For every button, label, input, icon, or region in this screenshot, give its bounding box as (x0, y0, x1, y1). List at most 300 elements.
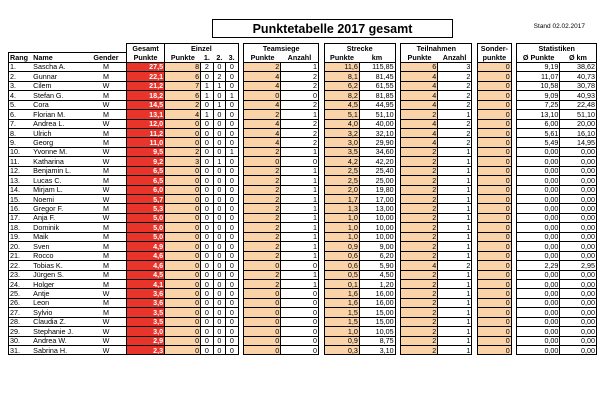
einzel-punkte-cell: 2 (165, 147, 201, 156)
name-cell: Tobias K. (32, 261, 86, 270)
gesamt-punkte-cell: 3,6 (127, 298, 165, 307)
team-punkte-cell: 4 (244, 138, 281, 147)
name-cell: Cilem (32, 81, 86, 90)
avg-km-cell: 0,00 (560, 298, 597, 307)
rang-cell: 26. (9, 298, 33, 307)
name-cell: Claudia Z. (32, 317, 86, 326)
teiln-anzahl-cell: 2 (438, 119, 472, 128)
sonderpunkte-cell: 0 (478, 128, 512, 137)
teiln-punkte-cell: 4 (401, 100, 438, 109)
einzel-punkte-cell: 0 (165, 223, 201, 232)
table-row (9, 128, 597, 137)
sonderpunkte-cell: 0 (478, 176, 512, 185)
einzel-1-cell: 0 (201, 270, 214, 279)
teiln-anzahl-cell: 1 (438, 298, 472, 307)
gesamt-punkte-cell: 5,7 (127, 195, 165, 204)
einzel-2-cell: 0 (213, 185, 226, 194)
einzel-3-cell: 0 (226, 270, 239, 279)
einzel-punkte-cell: 0 (165, 346, 201, 355)
teiln-anzahl-cell: 1 (438, 289, 472, 298)
gesamt-punkte-cell: 6,5 (127, 166, 165, 175)
einzel-punkte-cell: 0 (165, 138, 201, 147)
header-strecke: Strecke (324, 44, 395, 53)
team-punkte-cell: 4 (244, 72, 281, 81)
sonderpunkte-cell: 0 (478, 346, 512, 355)
avg-punkte-cell: 0,00 (517, 336, 560, 345)
einzel-3-cell: 0 (226, 81, 239, 90)
team-anzahl-cell: 1 (281, 251, 319, 260)
einzel-punkte-cell: 8 (165, 62, 201, 71)
strecke-km-cell: 81,85 (359, 91, 395, 100)
strecke-punkte-cell: 0,6 (324, 261, 359, 270)
strecke-km-cell: 32,10 (359, 128, 395, 137)
table-row (9, 213, 597, 222)
einzel-3-cell: 0 (226, 195, 239, 204)
einzel-2-cell: 0 (213, 251, 226, 260)
einzel-3-cell: 0 (226, 185, 239, 194)
einzel-2-cell: 0 (213, 166, 226, 175)
team-anzahl-cell: 0 (281, 336, 319, 345)
einzel-2-cell: 2 (213, 72, 226, 81)
strecke-km-cell: 25,40 (359, 166, 395, 175)
gender-cell: M (86, 91, 127, 100)
einzel-punkte-cell: 6 (165, 72, 201, 81)
header-strecke-punkte: Punkte (324, 53, 359, 62)
team-punkte-cell: 2 (244, 223, 281, 232)
gesamt-punkte-cell: 6,0 (127, 185, 165, 194)
gesamt-punkte-cell: 3,5 (127, 317, 165, 326)
einzel-2-cell: 0 (213, 62, 226, 71)
name-cell: Sascha A. (32, 62, 86, 71)
einzel-2-cell: 0 (213, 346, 226, 355)
gesamt-punkte-cell: 14,5 (127, 100, 165, 109)
avg-km-cell: 0,00 (560, 176, 597, 185)
strecke-km-cell: 34,60 (359, 147, 395, 156)
table-row (9, 223, 597, 232)
teiln-punkte-cell: 2 (401, 279, 438, 288)
einzel-3-cell: 0 (226, 336, 239, 345)
einzel-1-cell: 0 (201, 298, 214, 307)
table-row (9, 308, 597, 317)
sonderpunkte-cell: 0 (478, 270, 512, 279)
team-punkte-cell: 2 (244, 204, 281, 213)
table-row (9, 270, 597, 279)
einzel-1-cell: 1 (201, 81, 214, 90)
header-teilnahmen: Teilnahmen (401, 44, 472, 53)
teiln-punkte-cell: 2 (401, 223, 438, 232)
teiln-anzahl-cell: 1 (438, 110, 472, 119)
teiln-anzahl-cell: 1 (438, 195, 472, 204)
team-punkte-cell: 2 (244, 62, 281, 71)
gender-cell: W (86, 100, 127, 109)
team-punkte-cell: 0 (244, 336, 281, 345)
einzel-punkte-cell: 0 (165, 213, 201, 222)
einzel-punkte-cell: 0 (165, 242, 201, 251)
einzel-punkte-cell: 0 (165, 185, 201, 194)
teiln-punkte-cell: 2 (401, 242, 438, 251)
avg-km-cell: 51,10 (560, 110, 597, 119)
rang-cell: 24. (9, 279, 33, 288)
team-punkte-cell: 2 (244, 176, 281, 185)
teiln-punkte-cell: 2 (401, 195, 438, 204)
team-anzahl-cell: 0 (281, 261, 319, 270)
sonderpunkte-cell: 0 (478, 242, 512, 251)
header-team-punkte: Punkte (244, 53, 281, 62)
teiln-punkte-cell: 6 (401, 62, 438, 71)
rang-cell: 7. (9, 119, 33, 128)
team-anzahl-cell: 1 (281, 166, 319, 175)
einzel-2-cell: 0 (213, 213, 226, 222)
rang-cell: 11. (9, 157, 33, 166)
team-punkte-cell: 4 (244, 128, 281, 137)
einzel-3-cell: 0 (226, 204, 239, 213)
name-cell: Noemi (32, 195, 86, 204)
teiln-anzahl-cell: 2 (438, 91, 472, 100)
avg-punkte-cell: 0,00 (517, 185, 560, 194)
gender-cell: W (86, 336, 127, 345)
table-row (9, 185, 597, 194)
avg-punkte-cell: 10,58 (517, 81, 560, 90)
name-cell: Georg (32, 138, 86, 147)
teiln-anzahl-cell: 2 (438, 81, 472, 90)
teiln-anzahl-cell: 1 (438, 185, 472, 194)
sonderpunkte-cell: 0 (478, 119, 512, 128)
einzel-3-cell: 0 (226, 166, 239, 175)
strecke-punkte-cell: 2,5 (324, 166, 359, 175)
teiln-anzahl-cell: 1 (438, 242, 472, 251)
rang-cell: 12. (9, 166, 33, 175)
teiln-punkte-cell: 2 (401, 232, 438, 241)
strecke-punkte-cell: 0,9 (324, 336, 359, 345)
rang-cell: 3. (9, 81, 33, 90)
einzel-2-cell: 0 (213, 289, 226, 298)
strecke-punkte-cell: 0,9 (324, 242, 359, 251)
einzel-3-cell: 0 (226, 138, 239, 147)
einzel-3-cell: 0 (226, 317, 239, 326)
strecke-punkte-cell: 4,5 (324, 100, 359, 109)
name-cell: Leon (32, 298, 86, 307)
gender-cell: M (86, 223, 127, 232)
name-cell: Lucas C. (32, 176, 86, 185)
avg-km-cell: 0,00 (560, 204, 597, 213)
einzel-1-cell: 0 (201, 185, 214, 194)
avg-km-cell: 0,00 (560, 317, 597, 326)
gender-cell: W (86, 327, 127, 336)
team-anzahl-cell: 1 (281, 223, 319, 232)
gesamt-punkte-cell: 13,1 (127, 110, 165, 119)
gesamt-punkte-cell: 4,6 (127, 251, 165, 260)
avg-km-cell: 38,62 (560, 62, 597, 71)
avg-punkte-cell: 5,49 (517, 138, 560, 147)
einzel-3-cell: 0 (226, 261, 239, 270)
teiln-punkte-cell: 2 (401, 336, 438, 345)
gesamt-punkte-cell: 5,0 (127, 213, 165, 222)
strecke-punkte-cell: 8,1 (324, 72, 359, 81)
sonderpunkte-cell: 0 (478, 110, 512, 119)
einzel-punkte-cell: 2 (165, 100, 201, 109)
sonderpunkte-cell: 0 (478, 298, 512, 307)
name-cell: Katharina (32, 157, 86, 166)
rang-cell: 9. (9, 138, 33, 147)
team-punkte-cell: 0 (244, 308, 281, 317)
strecke-punkte-cell: 2,0 (324, 185, 359, 194)
table-row (9, 261, 597, 270)
gender-cell: M (86, 298, 127, 307)
avg-km-cell: 0,00 (560, 195, 597, 204)
teiln-punkte-cell: 2 (401, 166, 438, 175)
team-punkte-cell: 0 (244, 289, 281, 298)
strecke-km-cell: 51,10 (359, 110, 395, 119)
team-anzahl-cell: 1 (281, 185, 319, 194)
avg-punkte-cell: 7,25 (517, 100, 560, 109)
rang-cell: 5. (9, 100, 33, 109)
team-anzahl-cell: 0 (281, 157, 319, 166)
table-row (9, 346, 597, 355)
teiln-anzahl-cell: 1 (438, 279, 472, 288)
strecke-punkte-cell: 3,5 (324, 147, 359, 156)
einzel-1-cell: 0 (201, 100, 214, 109)
sonderpunkte-cell: 0 (478, 317, 512, 326)
team-punkte-cell: 0 (244, 346, 281, 355)
team-anzahl-cell: 1 (281, 147, 319, 156)
strecke-punkte-cell: 0,6 (324, 251, 359, 260)
header-punkte: Punkte (127, 53, 165, 62)
name-cell: Andrea L. (32, 119, 86, 128)
einzel-3-cell: 0 (226, 251, 239, 260)
strecke-km-cell: 15,00 (359, 308, 395, 317)
strecke-punkte-cell: 4,2 (324, 157, 359, 166)
gender-cell: M (86, 308, 127, 317)
strecke-km-cell: 6,20 (359, 251, 395, 260)
einzel-3-cell: 0 (226, 72, 239, 81)
einzel-2-cell: 0 (213, 308, 226, 317)
sonderpunkte-cell: 0 (478, 279, 512, 288)
avg-punkte-cell: 0,00 (517, 223, 560, 232)
avg-km-cell: 0,00 (560, 279, 597, 288)
name-cell: Dominik (32, 223, 86, 232)
team-punkte-cell: 2 (244, 232, 281, 241)
einzel-2-cell: 0 (213, 336, 226, 345)
avg-km-cell: 14,95 (560, 138, 597, 147)
table-row (9, 242, 597, 251)
strecke-km-cell: 10,00 (359, 232, 395, 241)
gesamt-punkte-cell: 5,0 (127, 232, 165, 241)
sonderpunkte-cell: 0 (478, 232, 512, 241)
team-punkte-cell: 2 (244, 270, 281, 279)
team-punkte-cell: 0 (244, 261, 281, 270)
teiln-anzahl-cell: 1 (438, 223, 472, 232)
einzel-punkte-cell: 0 (165, 119, 201, 128)
gesamt-punkte-cell: 11,0 (127, 138, 165, 147)
einzel-2-cell: 0 (213, 223, 226, 232)
header-gesamt: Gesamt (127, 44, 165, 53)
gesamt-punkte-cell: 12,0 (127, 119, 165, 128)
gesamt-punkte-cell: 3,6 (127, 289, 165, 298)
teiln-punkte-cell: 2 (401, 157, 438, 166)
header-sonderpunkte: punkte (478, 53, 512, 62)
gender-cell: W (86, 119, 127, 128)
avg-punkte-cell: 0,00 (517, 289, 560, 298)
header-strecke-km: km (359, 53, 395, 62)
sonderpunkte-cell: 0 (478, 289, 512, 298)
strecke-km-cell: 29,90 (359, 138, 395, 147)
sonderpunkte-cell: 0 (478, 72, 512, 81)
table-row (9, 91, 597, 100)
strecke-punkte-cell: 5,1 (324, 110, 359, 119)
strecke-punkte-cell: 1,0 (324, 327, 359, 336)
name-cell: Cora (32, 100, 86, 109)
strecke-km-cell: 5,90 (359, 261, 395, 270)
avg-km-cell: 30,78 (560, 81, 597, 90)
strecke-km-cell: 4,50 (359, 270, 395, 279)
teiln-anzahl-cell: 1 (438, 157, 472, 166)
einzel-2-cell: 0 (213, 327, 226, 336)
einzel-punkte-cell: 0 (165, 279, 201, 288)
einzel-punkte-cell: 0 (165, 128, 201, 137)
table-row (9, 336, 597, 345)
avg-punkte-cell: 0,00 (517, 157, 560, 166)
einzel-2-cell: 0 (213, 138, 226, 147)
name-cell: Stephanie J. (32, 327, 86, 336)
strecke-punkte-cell: 11,6 (324, 62, 359, 71)
strecke-km-cell: 42,20 (359, 157, 395, 166)
teiln-anzahl-cell: 1 (438, 147, 472, 156)
avg-km-cell: 0,00 (560, 223, 597, 232)
gender-cell: M (86, 261, 127, 270)
avg-punkte-cell: 2,29 (517, 261, 560, 270)
avg-punkte-cell: 0,00 (517, 279, 560, 288)
einzel-3-cell: 0 (226, 62, 239, 71)
gesamt-punkte-cell: 5,3 (127, 204, 165, 213)
strecke-punkte-cell: 1,6 (324, 298, 359, 307)
teiln-anzahl-cell: 2 (438, 100, 472, 109)
table-row (9, 279, 597, 288)
gesamt-punkte-cell: 5,0 (127, 223, 165, 232)
rang-cell: 22. (9, 261, 33, 270)
rang-cell: 21. (9, 251, 33, 260)
einzel-punkte-cell: 4 (165, 110, 201, 119)
team-anzahl-cell: 1 (281, 195, 319, 204)
einzel-punkte-cell: 0 (165, 336, 201, 345)
gesamt-punkte-cell: 4,5 (127, 270, 165, 279)
team-punkte-cell: 0 (244, 298, 281, 307)
strecke-punkte-cell: 1,7 (324, 195, 359, 204)
teiln-punkte-cell: 2 (401, 298, 438, 307)
einzel-punkte-cell: 0 (165, 270, 201, 279)
einzel-1-cell: 2 (201, 62, 214, 71)
gesamt-punkte-cell: 3,0 (127, 327, 165, 336)
avg-km-cell: 0,00 (560, 166, 597, 175)
gesamt-punkte-cell: 6,5 (127, 176, 165, 185)
name-cell: Maik (32, 232, 86, 241)
gender-cell: W (86, 346, 127, 355)
team-punkte-cell: 4 (244, 81, 281, 90)
table-row (9, 327, 597, 336)
rang-cell: 27. (9, 308, 33, 317)
gesamt-punkte-cell: 18,2 (127, 91, 165, 100)
avg-punkte-cell: 6,00 (517, 119, 560, 128)
einzel-2-cell: 0 (213, 279, 226, 288)
sonderpunkte-cell: 0 (478, 100, 512, 109)
einzel-3-cell: 0 (226, 128, 239, 137)
gender-cell: W (86, 289, 127, 298)
einzel-1-cell: 0 (201, 213, 214, 222)
strecke-km-cell: 15,00 (359, 317, 395, 326)
team-anzahl-cell: 0 (281, 91, 319, 100)
team-anzahl-cell: 0 (281, 346, 319, 355)
avg-km-cell: 0,00 (560, 289, 597, 298)
sonderpunkte-cell: 0 (478, 213, 512, 222)
einzel-2-cell: 1 (213, 81, 226, 90)
team-anzahl-cell: 1 (281, 176, 319, 185)
einzel-1-cell: 0 (201, 242, 214, 251)
teiln-anzahl-cell: 1 (438, 166, 472, 175)
sonderpunkte-cell: 0 (478, 147, 512, 156)
sonderpunkte-cell: 0 (478, 261, 512, 270)
einzel-2-cell: 0 (213, 176, 226, 185)
einzel-1-cell: 0 (201, 261, 214, 270)
avg-punkte-cell: 0,00 (517, 270, 560, 279)
teiln-anzahl-cell: 1 (438, 232, 472, 241)
teiln-anzahl-cell: 1 (438, 308, 472, 317)
header-einzel-2: 2. (213, 53, 226, 62)
team-punkte-cell: 2 (244, 110, 281, 119)
name-cell: Sabrina H. (32, 346, 86, 355)
team-anzahl-cell: 2 (281, 128, 319, 137)
einzel-punkte-cell: 0 (165, 251, 201, 260)
name-cell: Gregor F. (32, 204, 86, 213)
strecke-punkte-cell: 1,5 (324, 308, 359, 317)
strecke-punkte-cell: 1,0 (324, 223, 359, 232)
team-anzahl-cell: 0 (281, 298, 319, 307)
strecke-punkte-cell: 1,0 (324, 213, 359, 222)
strecke-punkte-cell: 1,6 (324, 289, 359, 298)
sonderpunkte-cell: 0 (478, 157, 512, 166)
header-einzel-punkte: Punkte (165, 53, 201, 62)
team-anzahl-cell: 1 (281, 242, 319, 251)
einzel-3-cell: 0 (226, 346, 239, 355)
teiln-punkte-cell: 4 (401, 72, 438, 81)
strecke-km-cell: 10,00 (359, 223, 395, 232)
rang-cell: 4. (9, 91, 33, 100)
einzel-3-cell: 0 (226, 176, 239, 185)
rang-cell: 13. (9, 176, 33, 185)
sonderpunkte-cell: 0 (478, 81, 512, 90)
einzel-2-cell: 1 (213, 100, 226, 109)
avg-km-cell: 0,00 (560, 327, 597, 336)
stand-date: Stand 02.02.2017 (533, 23, 585, 30)
strecke-punkte-cell: 1,3 (324, 204, 359, 213)
avg-punkte-cell: 0,00 (517, 147, 560, 156)
avg-km-cell: 0,00 (560, 232, 597, 241)
strecke-km-cell: 13,00 (359, 204, 395, 213)
name-cell: Ulrich (32, 128, 86, 137)
strecke-km-cell: 16,00 (359, 289, 395, 298)
header-teamsiege: Teamsiege (244, 44, 319, 53)
name-cell: Florian M. (32, 110, 86, 119)
gender-cell: M (86, 62, 127, 71)
einzel-3-cell: 0 (226, 119, 239, 128)
strecke-km-cell: 61,55 (359, 81, 395, 90)
einzel-punkte-cell: 0 (165, 327, 201, 336)
einzel-punkte-cell: 0 (165, 298, 201, 307)
gesamt-punkte-cell: 2,3 (127, 346, 165, 355)
sonderpunkte-cell: 0 (478, 223, 512, 232)
avg-km-cell: 20,00 (560, 119, 597, 128)
table-row (9, 110, 597, 119)
sonderpunkte-cell: 0 (478, 185, 512, 194)
team-anzahl-cell: 2 (281, 72, 319, 81)
